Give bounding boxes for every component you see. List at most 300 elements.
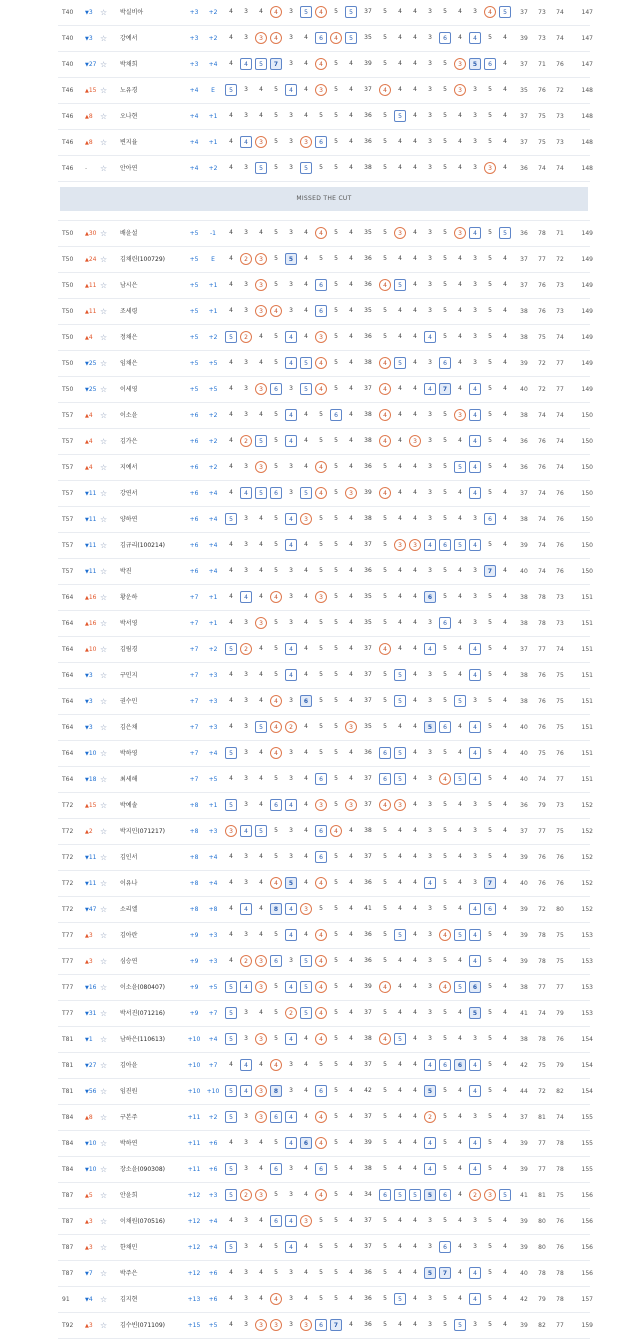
total-to-par: +4 <box>189 165 199 172</box>
out-total: 41 <box>364 905 372 912</box>
round-1-score: 37 <box>520 256 528 263</box>
player-row[interactable] <box>58 975 593 1001</box>
favorite-star-icon[interactable]: ☆ <box>100 60 108 69</box>
favorite-star-icon[interactable]: ☆ <box>100 34 108 43</box>
player-row[interactable] <box>58 1313 593 1339</box>
position: T50 <box>62 282 74 289</box>
player-row[interactable] <box>58 1235 593 1261</box>
hole-score: 3 <box>473 281 477 288</box>
round-3-score: 82 <box>556 1088 564 1095</box>
hole-score: 5 <box>255 435 267 447</box>
favorite-star-icon[interactable]: ☆ <box>100 1321 108 1330</box>
hole-score: 4 <box>304 619 308 626</box>
favorite-star-icon[interactable]: ☆ <box>100 1139 108 1148</box>
hole-score: 4 <box>330 32 342 44</box>
favorite-star-icon[interactable]: ☆ <box>100 8 108 17</box>
hole-score: 4 <box>270 747 282 759</box>
player-row[interactable] <box>58 741 593 767</box>
total-strokes: 148 <box>581 87 593 94</box>
hole-score: 3 <box>428 1243 432 1250</box>
player-row[interactable] <box>58 130 593 156</box>
player-row[interactable] <box>58 377 593 403</box>
player-name[interactable]: 이소윤 <box>120 412 138 419</box>
player-name[interactable]: 박서영 <box>120 620 138 627</box>
hole-score: 4 <box>349 385 353 392</box>
hole-score: 5 <box>225 1085 237 1097</box>
hole-score: 4 <box>398 60 402 67</box>
favorite-star-icon[interactable]: ☆ <box>100 112 108 121</box>
player-name[interactable]: 조세령 <box>120 308 138 315</box>
favorite-star-icon[interactable]: ☆ <box>100 138 108 147</box>
round-3-score: 78 <box>556 1270 564 1277</box>
player-row[interactable] <box>58 1261 593 1287</box>
favorite-star-icon[interactable]: ☆ <box>100 1243 108 1252</box>
player-name[interactable]: 박예솔 <box>120 802 138 809</box>
favorite-star-icon[interactable]: ☆ <box>100 671 108 680</box>
player-name[interactable]: 김은채 <box>120 724 138 731</box>
player-name[interactable]: 박하연 <box>120 1140 138 1147</box>
round-3-score: 78 <box>556 1166 564 1173</box>
hole-score: 4 <box>259 775 263 782</box>
round-2-score: 75 <box>538 139 546 146</box>
player-name[interactable]: 이채원(070516) <box>120 1218 165 1225</box>
player-row[interactable] <box>58 949 593 975</box>
round-2-score: 77 <box>538 1166 546 1173</box>
player-name[interactable]: 박지민(071217) <box>120 828 165 835</box>
round-2-score: 76 <box>538 464 546 471</box>
player-row[interactable] <box>58 156 593 182</box>
out-total: 39 <box>364 60 372 67</box>
total-to-par: +4 <box>189 113 199 120</box>
arrow-up-icon: ▲ <box>85 1323 89 1329</box>
hole-score: 4 <box>259 112 263 119</box>
favorite-star-icon[interactable]: ☆ <box>100 463 108 472</box>
player-row[interactable] <box>58 1183 593 1209</box>
round-2-score: 74 <box>538 542 546 549</box>
favorite-star-icon[interactable]: ☆ <box>100 983 108 992</box>
total-strokes: 150 <box>581 516 593 523</box>
player-row[interactable] <box>58 455 593 481</box>
player-name[interactable]: 김지현 <box>120 1296 138 1303</box>
favorite-star-icon[interactable]: ☆ <box>100 515 108 524</box>
round-3-score: 76 <box>556 880 564 887</box>
hole-score: 5 <box>274 281 278 288</box>
player-row[interactable] <box>58 1105 593 1131</box>
hole-score: 5 <box>488 619 492 626</box>
favorite-star-icon[interactable]: ☆ <box>100 333 108 342</box>
hole-score: 3 <box>244 931 248 938</box>
favorite-star-icon[interactable]: ☆ <box>100 905 108 914</box>
hole-score: 4 <box>349 749 353 756</box>
player-name[interactable]: 박실비아 <box>120 9 144 16</box>
hole-score: 5 <box>334 567 338 574</box>
position: T46 <box>62 113 74 120</box>
hole-score: 5 <box>443 1009 447 1016</box>
player-row[interactable] <box>58 1157 593 1183</box>
favorite-star-icon[interactable]: ☆ <box>100 489 108 498</box>
player-name[interactable]: 장소윤(090308) <box>120 1166 165 1173</box>
hole-score: 4 <box>469 1293 481 1305</box>
hole-score: 4 <box>315 981 327 993</box>
hole-score: 4 <box>424 539 436 551</box>
hole-score: 3 <box>244 1035 248 1042</box>
player-name[interactable]: 오나현 <box>120 113 138 120</box>
hole-score: 3 <box>244 164 248 171</box>
hole-score: 5 <box>443 827 447 834</box>
player-row[interactable] <box>58 559 593 585</box>
today-to-par: +4 <box>208 542 218 549</box>
round-1-score: 39 <box>520 958 528 965</box>
favorite-star-icon[interactable]: ☆ <box>100 775 108 784</box>
favorite-star-icon[interactable]: ☆ <box>100 86 108 95</box>
position: T50 <box>62 334 74 341</box>
player-row[interactable] <box>58 78 593 104</box>
player-row[interactable] <box>58 897 593 923</box>
hole-score: 5 <box>274 463 278 470</box>
hole-score: 4 <box>349 411 353 418</box>
hole-score: 4 <box>285 435 297 447</box>
hole-score: 5 <box>300 162 312 174</box>
player-row[interactable] <box>58 351 593 377</box>
hole-score: 5 <box>274 645 278 652</box>
hole-score: 5 <box>274 983 278 990</box>
favorite-star-icon[interactable]: ☆ <box>100 1113 108 1122</box>
favorite-star-icon[interactable]: ☆ <box>100 1269 108 1278</box>
player-name[interactable]: 안아연 <box>120 165 138 172</box>
favorite-star-icon[interactable]: ☆ <box>100 437 108 446</box>
player-row[interactable] <box>58 637 593 663</box>
player-name[interactable]: 소리엘 <box>120 906 138 913</box>
today-to-par: +4 <box>208 750 218 757</box>
favorite-star-icon[interactable]: ☆ <box>100 1087 108 1096</box>
hole-score: 4 <box>458 281 462 288</box>
player-name[interactable]: 최세해 <box>120 776 138 783</box>
hole-score: 5 <box>383 593 387 600</box>
hole-score: 3 <box>244 879 248 886</box>
hole-score: 3 <box>244 8 248 15</box>
player-row[interactable] <box>58 767 593 793</box>
today-to-par: +4 <box>208 516 218 523</box>
hole-score: 6 <box>315 1319 327 1331</box>
player-name[interactable]: 남시은 <box>120 282 138 289</box>
hole-score: 3 <box>473 619 477 626</box>
favorite-star-icon[interactable]: ☆ <box>100 359 108 368</box>
hole-score: 4 <box>304 1191 308 1198</box>
player-row[interactable] <box>58 1079 593 1105</box>
player-row[interactable] <box>58 715 593 741</box>
hole-score: 3 <box>345 799 357 811</box>
player-name[interactable]: 안윤희 <box>120 1192 138 1199</box>
round-3-score: 76 <box>556 516 564 523</box>
today-to-par: +3 <box>208 698 218 705</box>
hole-score: 5 <box>225 1163 237 1175</box>
hole-score: 3 <box>428 775 432 782</box>
hole-score: 3 <box>428 281 432 288</box>
hole-score: 4 <box>503 463 507 470</box>
player-name[interactable]: 박진 <box>120 568 132 575</box>
player-name[interactable]: 임채은 <box>120 360 138 367</box>
total-to-par: +8 <box>189 906 199 913</box>
hole-score: 6 <box>439 539 451 551</box>
today-to-par: +3 <box>208 672 218 679</box>
favorite-star-icon[interactable]: ☆ <box>100 1217 108 1226</box>
player-row[interactable] <box>58 1287 593 1313</box>
hole-score: 4 <box>413 1113 417 1120</box>
player-row[interactable] <box>58 1053 593 1079</box>
hole-score: 4 <box>229 385 233 392</box>
favorite-star-icon[interactable]: ☆ <box>100 1035 108 1044</box>
player-name[interactable]: 임진원 <box>120 1088 138 1095</box>
player-row[interactable] <box>58 247 593 273</box>
favorite-star-icon[interactable]: ☆ <box>100 879 108 888</box>
player-name[interactable]: 이세영 <box>120 386 138 393</box>
hole-score: 4 <box>259 1217 263 1224</box>
player-name[interactable]: 이유나 <box>120 880 138 887</box>
player-name[interactable]: 김채린(100729) <box>120 256 165 263</box>
favorite-star-icon[interactable]: ☆ <box>100 307 108 316</box>
player-name[interactable]: 강예서 <box>120 35 138 42</box>
favorite-star-icon[interactable]: ☆ <box>100 645 108 654</box>
round-2-score: 78 <box>538 620 546 627</box>
player-row[interactable] <box>58 1027 593 1053</box>
favorite-star-icon[interactable]: ☆ <box>100 1191 108 1200</box>
player-name[interactable]: 구민지 <box>120 672 138 679</box>
position: T40 <box>62 35 74 42</box>
hole-score: 4 <box>229 34 233 41</box>
total-to-par: +9 <box>189 984 199 991</box>
hole-score: 3 <box>428 515 432 522</box>
favorite-star-icon[interactable]: ☆ <box>100 255 108 264</box>
round-3-score: 76 <box>556 1036 564 1043</box>
favorite-star-icon[interactable]: ☆ <box>100 281 108 290</box>
hole-score: 4 <box>304 229 308 236</box>
favorite-star-icon[interactable]: ☆ <box>100 229 108 238</box>
hole-score: 4 <box>503 879 507 886</box>
player-name[interactable]: 김가은 <box>120 438 138 445</box>
today-to-par: +4 <box>208 1036 218 1043</box>
player-name[interactable]: 남하은(110613) <box>120 1036 165 1043</box>
hole-score: 4 <box>398 1087 402 1094</box>
hole-score: 2 <box>240 331 252 343</box>
hole-score: 4 <box>259 1061 263 1068</box>
favorite-star-icon[interactable]: ☆ <box>100 567 108 576</box>
hole-score: 3 <box>244 229 248 236</box>
player-row[interactable] <box>58 923 593 949</box>
favorite-star-icon[interactable]: ☆ <box>100 931 108 940</box>
total-strokes: 152 <box>581 802 593 809</box>
hole-score: 3 <box>244 281 248 288</box>
hole-score: 3 <box>255 136 267 148</box>
arrow-up-icon: ▲ <box>85 933 89 939</box>
favorite-star-icon[interactable]: ☆ <box>100 827 108 836</box>
favorite-star-icon[interactable]: ☆ <box>100 411 108 420</box>
favorite-star-icon[interactable]: ☆ <box>100 1061 108 1070</box>
round-2-score: 73 <box>538 35 546 42</box>
favorite-star-icon[interactable]: ☆ <box>100 1295 108 1304</box>
hole-score: 3 <box>244 463 248 470</box>
favorite-star-icon[interactable]: ☆ <box>100 1165 108 1174</box>
total-strokes: 151 <box>581 594 593 601</box>
hole-score: 4 <box>398 8 402 15</box>
hole-score: 4 <box>349 567 353 574</box>
hole-score: 4 <box>349 1295 353 1302</box>
player-name[interactable]: 김아란 <box>120 932 138 939</box>
hole-score: 4 <box>458 1217 462 1224</box>
player-row[interactable] <box>58 1209 593 1235</box>
movement-value: 4 <box>88 334 93 341</box>
arrow-down-icon: ▼ <box>85 777 89 783</box>
favorite-star-icon[interactable]: ☆ <box>100 749 108 758</box>
hole-score: 4 <box>503 1139 507 1146</box>
favorite-star-icon[interactable]: ☆ <box>100 1009 108 1018</box>
hole-score: 5 <box>383 307 387 314</box>
round-2-score: 78 <box>538 1036 546 1043</box>
player-row[interactable] <box>58 221 593 247</box>
player-name[interactable]: 정채은 <box>120 334 138 341</box>
favorite-star-icon[interactable]: ☆ <box>100 853 108 862</box>
hole-score: 5 <box>319 671 323 678</box>
position: T64 <box>62 620 74 627</box>
player-row[interactable] <box>58 429 593 455</box>
player-row[interactable] <box>58 845 593 871</box>
favorite-star-icon[interactable]: ☆ <box>100 957 108 966</box>
hole-score: 6 <box>379 1189 391 1201</box>
hole-score: 4 <box>458 1035 462 1042</box>
total-to-par: +9 <box>189 1010 199 1017</box>
hole-score: 5 <box>383 60 387 67</box>
round-3-score: 74 <box>556 438 564 445</box>
total-strokes: 153 <box>581 958 593 965</box>
player-name[interactable]: 박채희 <box>120 61 138 68</box>
player-name[interactable]: 구본주 <box>120 1114 138 1121</box>
arrow-down-icon: ▼ <box>85 855 89 861</box>
hole-score: 4 <box>503 1243 507 1250</box>
hole-score: 3 <box>270 1319 282 1331</box>
player-row[interactable] <box>58 611 593 637</box>
player-name[interactable]: 이소윤(080407) <box>120 984 165 991</box>
player-row[interactable] <box>58 52 593 78</box>
player-name[interactable]: 권수민 <box>120 698 138 705</box>
player-row[interactable] <box>58 585 593 611</box>
player-name[interactable]: 심승연 <box>120 958 138 965</box>
favorite-star-icon[interactable]: ☆ <box>100 619 108 628</box>
hole-score: 3 <box>289 164 293 171</box>
player-name[interactable]: 박주은 <box>120 1270 138 1277</box>
hole-score: 5 <box>334 1139 338 1146</box>
player-row[interactable] <box>58 1131 593 1157</box>
hole-score: 3 <box>225 825 237 837</box>
round-2-score: 76 <box>538 724 546 731</box>
hole-score: 4 <box>285 84 297 96</box>
player-row[interactable] <box>58 663 593 689</box>
player-name[interactable]: 변지율 <box>120 139 138 146</box>
out-total: 36 <box>364 931 372 938</box>
hole-score: 5 <box>488 489 492 496</box>
player-name[interactable]: 박하영 <box>120 750 138 757</box>
favorite-star-icon[interactable]: ☆ <box>100 385 108 394</box>
arrow-up-icon: ▲ <box>85 1115 89 1121</box>
player-name[interactable]: 김수빈(071109) <box>120 1322 165 1329</box>
hole-score: 6 <box>484 513 496 525</box>
player-row[interactable] <box>58 104 593 130</box>
favorite-star-icon[interactable]: ☆ <box>100 723 108 732</box>
hole-score: 4 <box>304 411 308 418</box>
player-name[interactable]: 김인서 <box>120 854 138 861</box>
arrow-up-icon: ▲ <box>85 959 89 965</box>
hole-score: 4 <box>304 853 308 860</box>
player-name[interactable]: 황운하 <box>120 594 138 601</box>
favorite-star-icon[interactable]: ☆ <box>100 164 108 173</box>
player-name[interactable]: 양하연 <box>120 516 138 523</box>
hole-score: 5 <box>383 112 387 119</box>
player-row[interactable] <box>58 507 593 533</box>
player-row[interactable] <box>58 689 593 715</box>
player-row[interactable] <box>58 871 593 897</box>
player-name[interactable]: 노유경 <box>120 87 138 94</box>
player-row[interactable] <box>58 1001 593 1027</box>
hole-score: 3 <box>289 1269 293 1276</box>
hole-score: 5 <box>274 86 278 93</box>
player-name[interactable]: 김규리(100214) <box>120 542 165 549</box>
favorite-star-icon[interactable]: ☆ <box>100 541 108 550</box>
player-row[interactable] <box>58 0 593 26</box>
out-total: 36 <box>364 1295 372 1302</box>
arrow-up-icon: ▲ <box>85 309 89 315</box>
player-row[interactable] <box>58 819 593 845</box>
player-name[interactable]: 지예서 <box>120 464 138 471</box>
favorite-star-icon[interactable]: ☆ <box>100 697 108 706</box>
round-2-score: 77 <box>538 828 546 835</box>
player-name[interactable]: 한채민 <box>120 1244 138 1251</box>
player-row[interactable] <box>58 273 593 299</box>
total-to-par: +7 <box>189 646 199 653</box>
hole-score: 5 <box>274 827 278 834</box>
player-row[interactable] <box>58 533 593 559</box>
player-name[interactable]: 김아윤 <box>120 1062 138 1069</box>
player-row[interactable] <box>58 26 593 52</box>
hole-score: 4 <box>458 515 462 522</box>
player-row[interactable] <box>58 299 593 325</box>
arrow-up-icon: ▲ <box>85 140 89 146</box>
hole-score: 3 <box>394 799 406 811</box>
round-2-score: 71 <box>538 61 546 68</box>
player-row[interactable] <box>58 403 593 429</box>
player-row[interactable] <box>58 793 593 819</box>
round-1-score: 39 <box>520 854 528 861</box>
player-name[interactable]: 강연서 <box>120 490 138 497</box>
player-row[interactable] <box>58 325 593 351</box>
round-1-score: 41 <box>520 1010 528 1017</box>
favorite-star-icon[interactable]: ☆ <box>100 801 108 810</box>
hole-score: 6 <box>315 305 327 317</box>
hole-score: 4 <box>413 1269 417 1276</box>
favorite-star-icon[interactable]: ☆ <box>100 593 108 602</box>
hole-score: 3 <box>289 34 293 41</box>
today-to-par: +6 <box>208 1140 218 1147</box>
round-2-score: 79 <box>538 802 546 809</box>
arrow-up-icon: ▲ <box>85 1193 89 1199</box>
player-name[interactable]: 박서진(071216) <box>120 1010 165 1017</box>
player-row[interactable] <box>58 481 593 507</box>
player-name[interactable]: 김림경 <box>120 646 138 653</box>
hole-score: 5 <box>274 775 278 782</box>
hole-score: 4 <box>469 955 481 967</box>
player-name[interactable]: 배윤설 <box>120 230 138 237</box>
hole-score: 3 <box>244 1269 248 1276</box>
position: T46 <box>62 87 74 94</box>
hole-score: 5 <box>488 827 492 834</box>
hole-score: 4 <box>285 1241 297 1253</box>
